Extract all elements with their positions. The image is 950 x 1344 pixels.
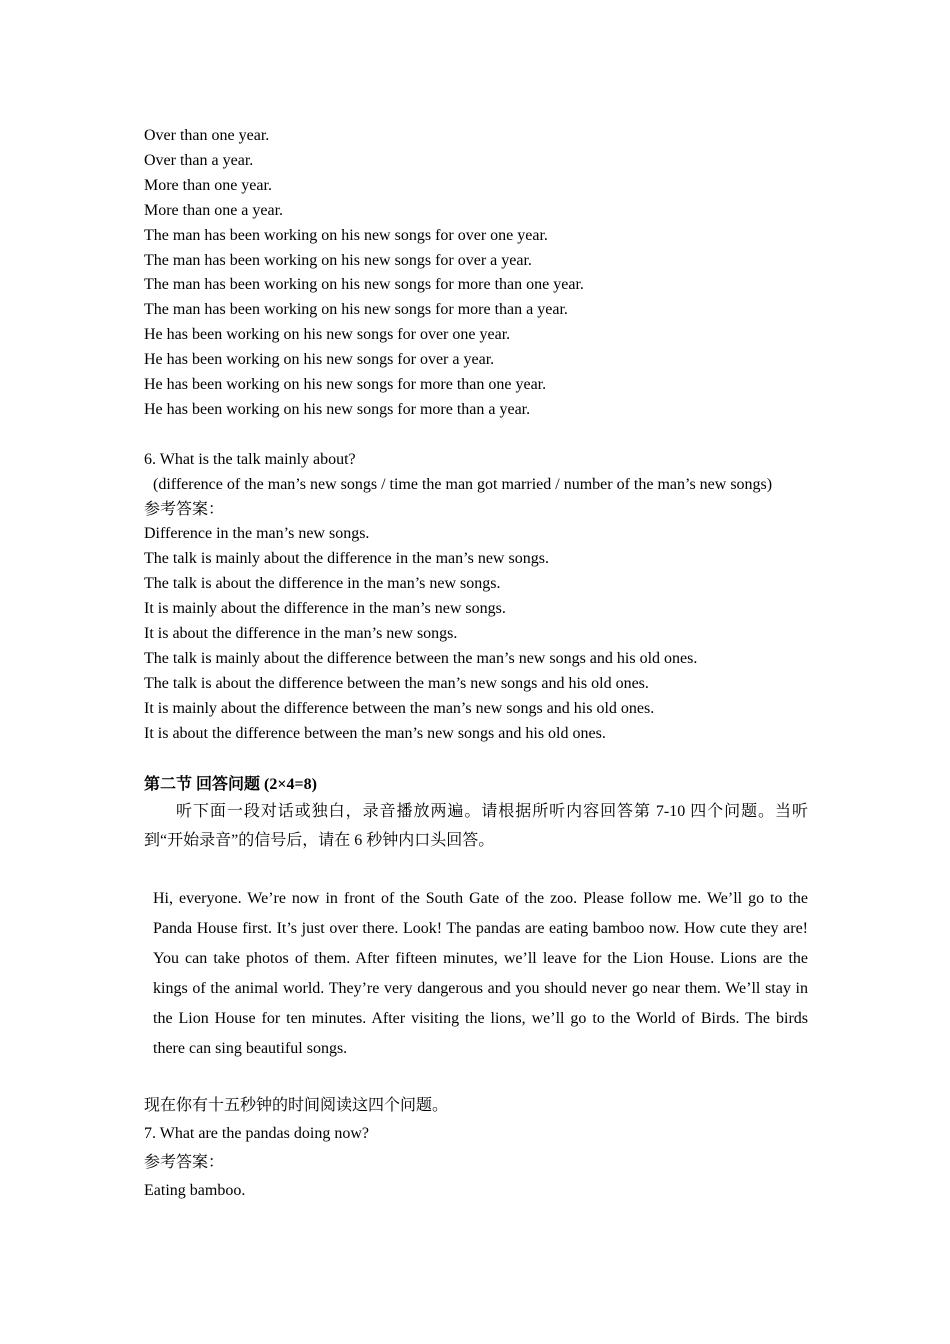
document-page <box>144 124 808 1206</box>
section-instructions: 听下面一段对话或独白，录音播放两遍。请根据所听内容回答第 7-10 四个问题。当听到“开始录音”的信号后，请在 6 秒钟内口头回答。 <box>144 802 808 849</box>
answer-line: Over than a year. <box>144 151 254 169</box>
answer-line: The talk is about the difference in the man’s new songs. <box>144 575 501 593</box>
spacer <box>144 423 808 448</box>
spacer <box>144 855 808 884</box>
answer-line: It is mainly about the difference in the man’s new songs. <box>144 600 506 618</box>
answer-line: He has been working on his new songs for more than one year. <box>144 376 547 394</box>
answer-line: The talk is about the difference between the man’s new songs and his old ones. <box>144 674 649 692</box>
answer-line: The talk is mainly about the difference in the man’s new songs. <box>144 550 549 568</box>
answer-line: Eating bamboo. <box>144 1182 246 1200</box>
answer-line: The man has been working on his new songs for more than one year. <box>144 276 584 294</box>
answer-line: He has been working on his new songs for over a year. <box>144 351 495 369</box>
answer-line: He has been working on his new songs for more than a year. <box>144 400 531 418</box>
question-7-text: 7. What are the pandas doing now? <box>144 1125 369 1143</box>
section-2 <box>144 772 808 1206</box>
answer-line: The man has been working on his new songs for over a year. <box>144 251 532 269</box>
reading-prompt: 现在你有十五秒钟的时间阅读这四个问题。 <box>144 1096 449 1114</box>
answer-line: The man has been working on his new songs for more than a year. <box>144 301 568 319</box>
answer-line: It is mainly about the difference between the man’s new songs and his old ones. <box>144 699 655 717</box>
question-6-options: (difference of the man’s new songs / time the man got married / number of the man’s new songs) <box>153 475 773 493</box>
question-6-text: 6. What is the talk mainly about? <box>144 450 356 468</box>
spacer <box>144 1064 808 1092</box>
q5-answer-list <box>144 124 808 423</box>
answer-line: More than one a year. <box>144 201 284 219</box>
answer-line: More than one year. <box>144 176 272 194</box>
answer-line: Difference in the man’s new songs. <box>144 525 370 543</box>
answer-line: It is about the difference between the man’s new songs and his old ones. <box>144 724 606 742</box>
answer-label: 参考答案： <box>144 1153 225 1171</box>
answer-line: It is about the difference in the man’s new songs. <box>144 625 458 643</box>
answer-label: 参考答案： <box>144 500 225 518</box>
answer-line: He has been working on his new songs for over one year. <box>144 326 511 344</box>
section-heading: 第二节 回答问题 (2×4=8) <box>144 775 317 793</box>
question-6-block <box>144 448 808 747</box>
spacer <box>144 747 808 772</box>
listening-passage: Hi, everyone. We’re now in front of the South Gate of the zoo. Please follow me. We’ll go to the Panda House first. It’s just over there. Look! The pandas are eating bamboo now. How cute they are! You can take photos of them. After fifteen minutes, we’ll leave for the Lion House. Lions are the kings of the animal world. They’re very dangerous and you should never go near them. We’ll stay in the Lion House for ten minutes. After visiting the lions, we’ll go to the World of Birds. The birds there can sing beautiful songs. <box>153 889 808 1057</box>
answer-line: The man has been working on his new songs for over one year. <box>144 226 548 244</box>
answer-line: Over than one year. <box>144 127 270 144</box>
answer-line: The talk is mainly about the difference between the man’s new songs and his old ones. <box>144 650 698 668</box>
